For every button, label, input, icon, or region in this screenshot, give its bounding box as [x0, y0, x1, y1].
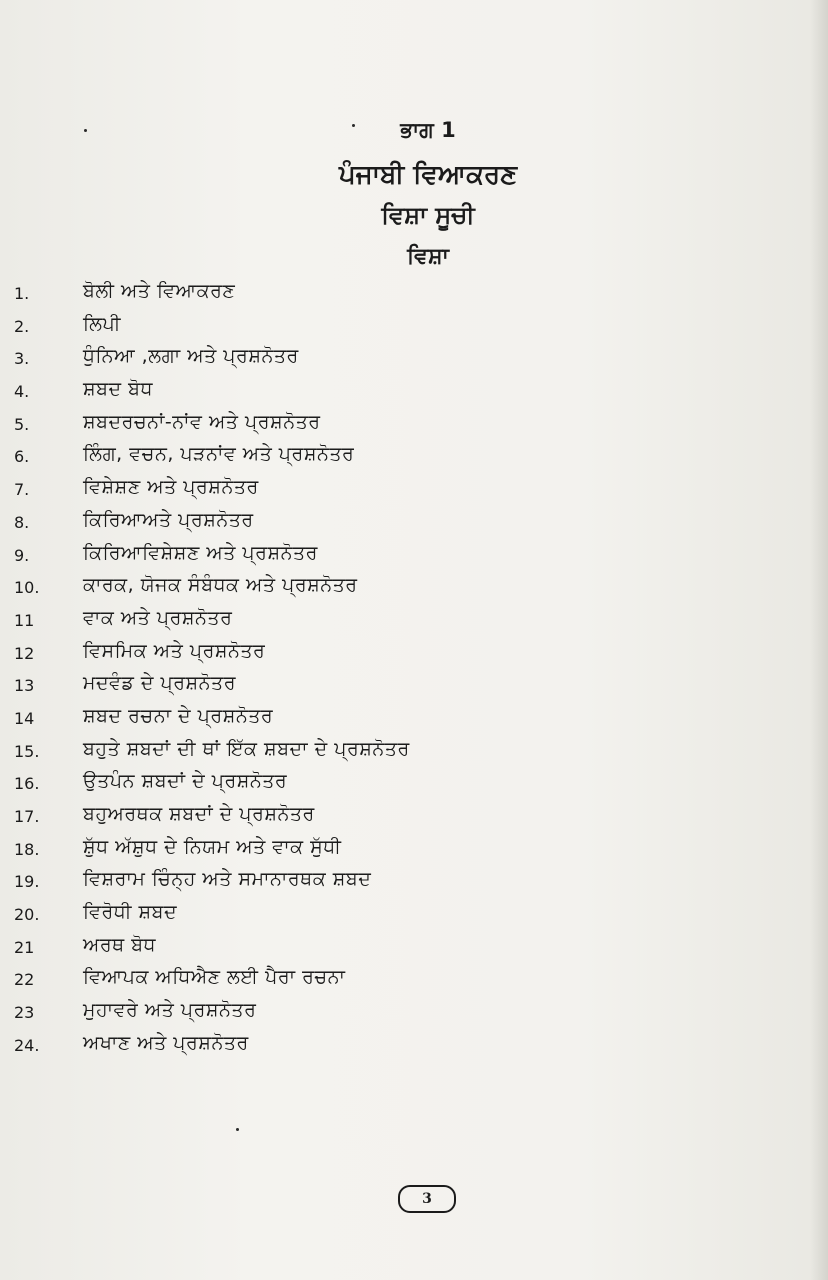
- toc-entry-title: ਮਦਵੰਡ ਦੇ ਪ੍ਰਸ਼ਨੋਤਰ: [83, 672, 236, 695]
- toc-entry-title: ਸ਼ਬਦ ਰਚਨਾ ਦੇ ਪ੍ਰਸ਼ਨੋਤਰ: [83, 704, 274, 727]
- part-heading: ਭਾਗ 1: [400, 118, 456, 142]
- toc-entry-number: 18.: [14, 839, 40, 859]
- toc-entry: [0, 964, 828, 997]
- toc-entry: [0, 899, 828, 932]
- toc-entry: [0, 768, 828, 801]
- toc-entry-number: 24.: [14, 1035, 40, 1055]
- toc-entry-title: ਬਹੁਅਰਥਕ ਸ਼ਬਦਾਂ ਦੇ ਪ੍ਰਸ਼ਨੋਤਰ: [83, 803, 315, 825]
- toc-entry: [0, 507, 828, 540]
- toc-entry-number: 13: [14, 676, 35, 696]
- toc-entry-title: ਬੋਲੀ ਅਤੇ ਵਿਆਕਰਣ: [83, 280, 236, 302]
- toc-entry-title: ਵਿਸ਼ਰਾਮ ਚਿੰਨ੍ਹ ਅਤੇ ਸਮਾਨਾਰਥਕ ਸ਼ਬਦ: [83, 868, 372, 891]
- toc-entry: [0, 866, 828, 899]
- toc-entry: [0, 670, 828, 703]
- toc-entry-number: 21: [14, 937, 35, 957]
- toc-entry-title: ਮੁਹਾਵਰੇ ਅਤੇ ਪ੍ਰਸ਼ਨੋਤਰ: [83, 999, 257, 1022]
- page-number-badge: 3: [398, 1185, 456, 1213]
- toc-entry: [0, 801, 828, 834]
- toc-entry-number: 15.: [14, 741, 40, 761]
- toc-entry-number: 5.: [14, 414, 30, 434]
- contents-heading: ਵਿਸ਼ਾ ਸੂਚੀ: [381, 201, 475, 229]
- toc-entry: [0, 311, 828, 344]
- toc-entry-number: 19.: [14, 872, 40, 892]
- toc-entry-title: ਸ਼ਬਦ ਬੋਧ: [83, 378, 153, 401]
- toc-entry: [0, 441, 828, 474]
- toc-entry-title: ਸ਼ਬਦਰਚਨਾਂ-ਨਾਂਵ ਅਤੇ ਪ੍ਰਸ਼ਨੋਤਰ: [83, 410, 321, 433]
- toc-entry-title: ਅਰਥ ਬੋਧ: [83, 933, 157, 956]
- toc-entry-number: 6.: [14, 447, 30, 467]
- toc-entry-title: ਸ਼ੁੱਧ ਅੱਸ਼ੁਧ ਦੇ ਨਿਯਮ ਅਤੇ ਵਾਕ ਸੁੱਧੀ: [83, 835, 342, 858]
- toc-entry-number: 9.: [14, 545, 30, 565]
- toc-entry: [0, 605, 828, 638]
- toc-entry-number: 7.: [14, 480, 30, 500]
- toc-entry: [0, 834, 828, 867]
- toc-entry-title: ਅਖਾਣ ਅਤੇ ਪ੍ਰਸ਼ਨੋਤਰ: [83, 1031, 249, 1054]
- toc-entry-title: ਵਿਰੋਧੀ ਸ਼ਬਦ: [83, 901, 178, 924]
- toc-entry-number: 11: [14, 610, 35, 630]
- toc-entry: [0, 997, 828, 1030]
- toc-entry: [0, 409, 828, 442]
- toc-entry-title: ਕਿਰਿਆਵਿਸ਼ੇਸ਼ਣ ਅਤੇ ਪ੍ਰਸ਼ਨੋਤਰ: [83, 541, 318, 564]
- toc-entry-title: ਕਾਰਕ, ਯੋਜਕ ਸੰਬੰਧਕ ਅਤੇ ਪ੍ਰਸ਼ਨੋਤਰ: [83, 574, 358, 597]
- toc-entry-number: 22: [14, 970, 35, 990]
- subject-heading: ਵਿਸ਼ਾ: [407, 244, 449, 269]
- toc-entry: [0, 736, 828, 769]
- toc-entry: [0, 376, 828, 409]
- toc-entry-number: 3.: [14, 349, 30, 369]
- toc-entry-number: 16.: [14, 774, 40, 794]
- toc-entry: [0, 278, 828, 311]
- toc-entry-number: 2.: [14, 316, 30, 336]
- toc-entry-number: 14: [14, 708, 35, 728]
- toc-entry-title: ਵਿਆਪਕ ਅਧਿਐਣ ਲਈ ਪੈਰਾ ਰਚਨਾ: [83, 966, 346, 989]
- toc-entry-title: ਬਹੁਤੇ ਸ਼ਬਦਾਂ ਦੀ ਥਾਂ ਇੱਕ ਸ਼ਬਦਾ ਦੇ ਪ੍ਰਸ਼ਨੋਤਰ: [83, 737, 410, 760]
- toc-entry-number: 12: [14, 643, 35, 663]
- toc-entry-title: ਲਿੰਗ, ਵਚਨ, ਪੜਨਾਂਵ ਅਤੇ ਪ੍ਰਸ਼ਨੋਤਰ: [83, 443, 355, 466]
- toc-entry-number: 17.: [14, 807, 40, 826]
- toc-entry-number: 4.: [14, 382, 30, 402]
- toc-entry: [0, 638, 828, 671]
- toc-entry-number: 1.: [14, 284, 30, 303]
- toc-entry-number: 8.: [14, 512, 30, 532]
- toc-entry: [0, 1030, 828, 1063]
- toc-entry: [0, 540, 828, 573]
- print-speck: [236, 1128, 239, 1131]
- toc-entry-title: ਵਿਸ਼ੇਸ਼ਣ ਅਤੇ ਪ੍ਰਸ਼ਨੋਤਰ: [83, 476, 259, 499]
- toc-entry: [0, 932, 828, 965]
- toc-entry-number: 20.: [14, 905, 40, 925]
- toc-entry: [0, 703, 828, 736]
- toc-entry-title: ਵਿਸਮਿਕ ਅਤੇ ਪ੍ਰਸ਼ਨੋਤਰ: [83, 639, 266, 662]
- toc-entry: [0, 474, 828, 507]
- toc-entry-number: 10.: [14, 578, 40, 598]
- toc-entry-title: ਉਤਪੰਨ ਸ਼ਬਦਾਂ ਦੇ ਪ੍ਰਸ਼ਨੋਤਰ: [83, 770, 288, 793]
- toc-entry-number: 23: [14, 1003, 35, 1023]
- toc-entry: [0, 572, 828, 605]
- toc-entry-title: ਧੁੰਨਿਆ ,ਲਗਾ ਅਤੇ ਪ੍ਰਸ਼ਨੋਤਰ: [83, 345, 299, 368]
- table-of-contents: [0, 278, 828, 1063]
- book-title: ਪੰਜਾਬੀ ਵਿਆਕਰਣ: [339, 160, 517, 190]
- toc-entry-title: ਲਿਪੀ: [83, 312, 121, 335]
- toc-entry: [0, 343, 828, 376]
- toc-entry-title: ਵਾਕ ਅਤੇ ਪ੍ਰਸ਼ਨੋਤਰ: [83, 606, 233, 629]
- toc-entry-title: ਕਿਰਿਆਅਤੇ ਪ੍ਰਸ਼ਨੋਤਰ: [83, 508, 254, 531]
